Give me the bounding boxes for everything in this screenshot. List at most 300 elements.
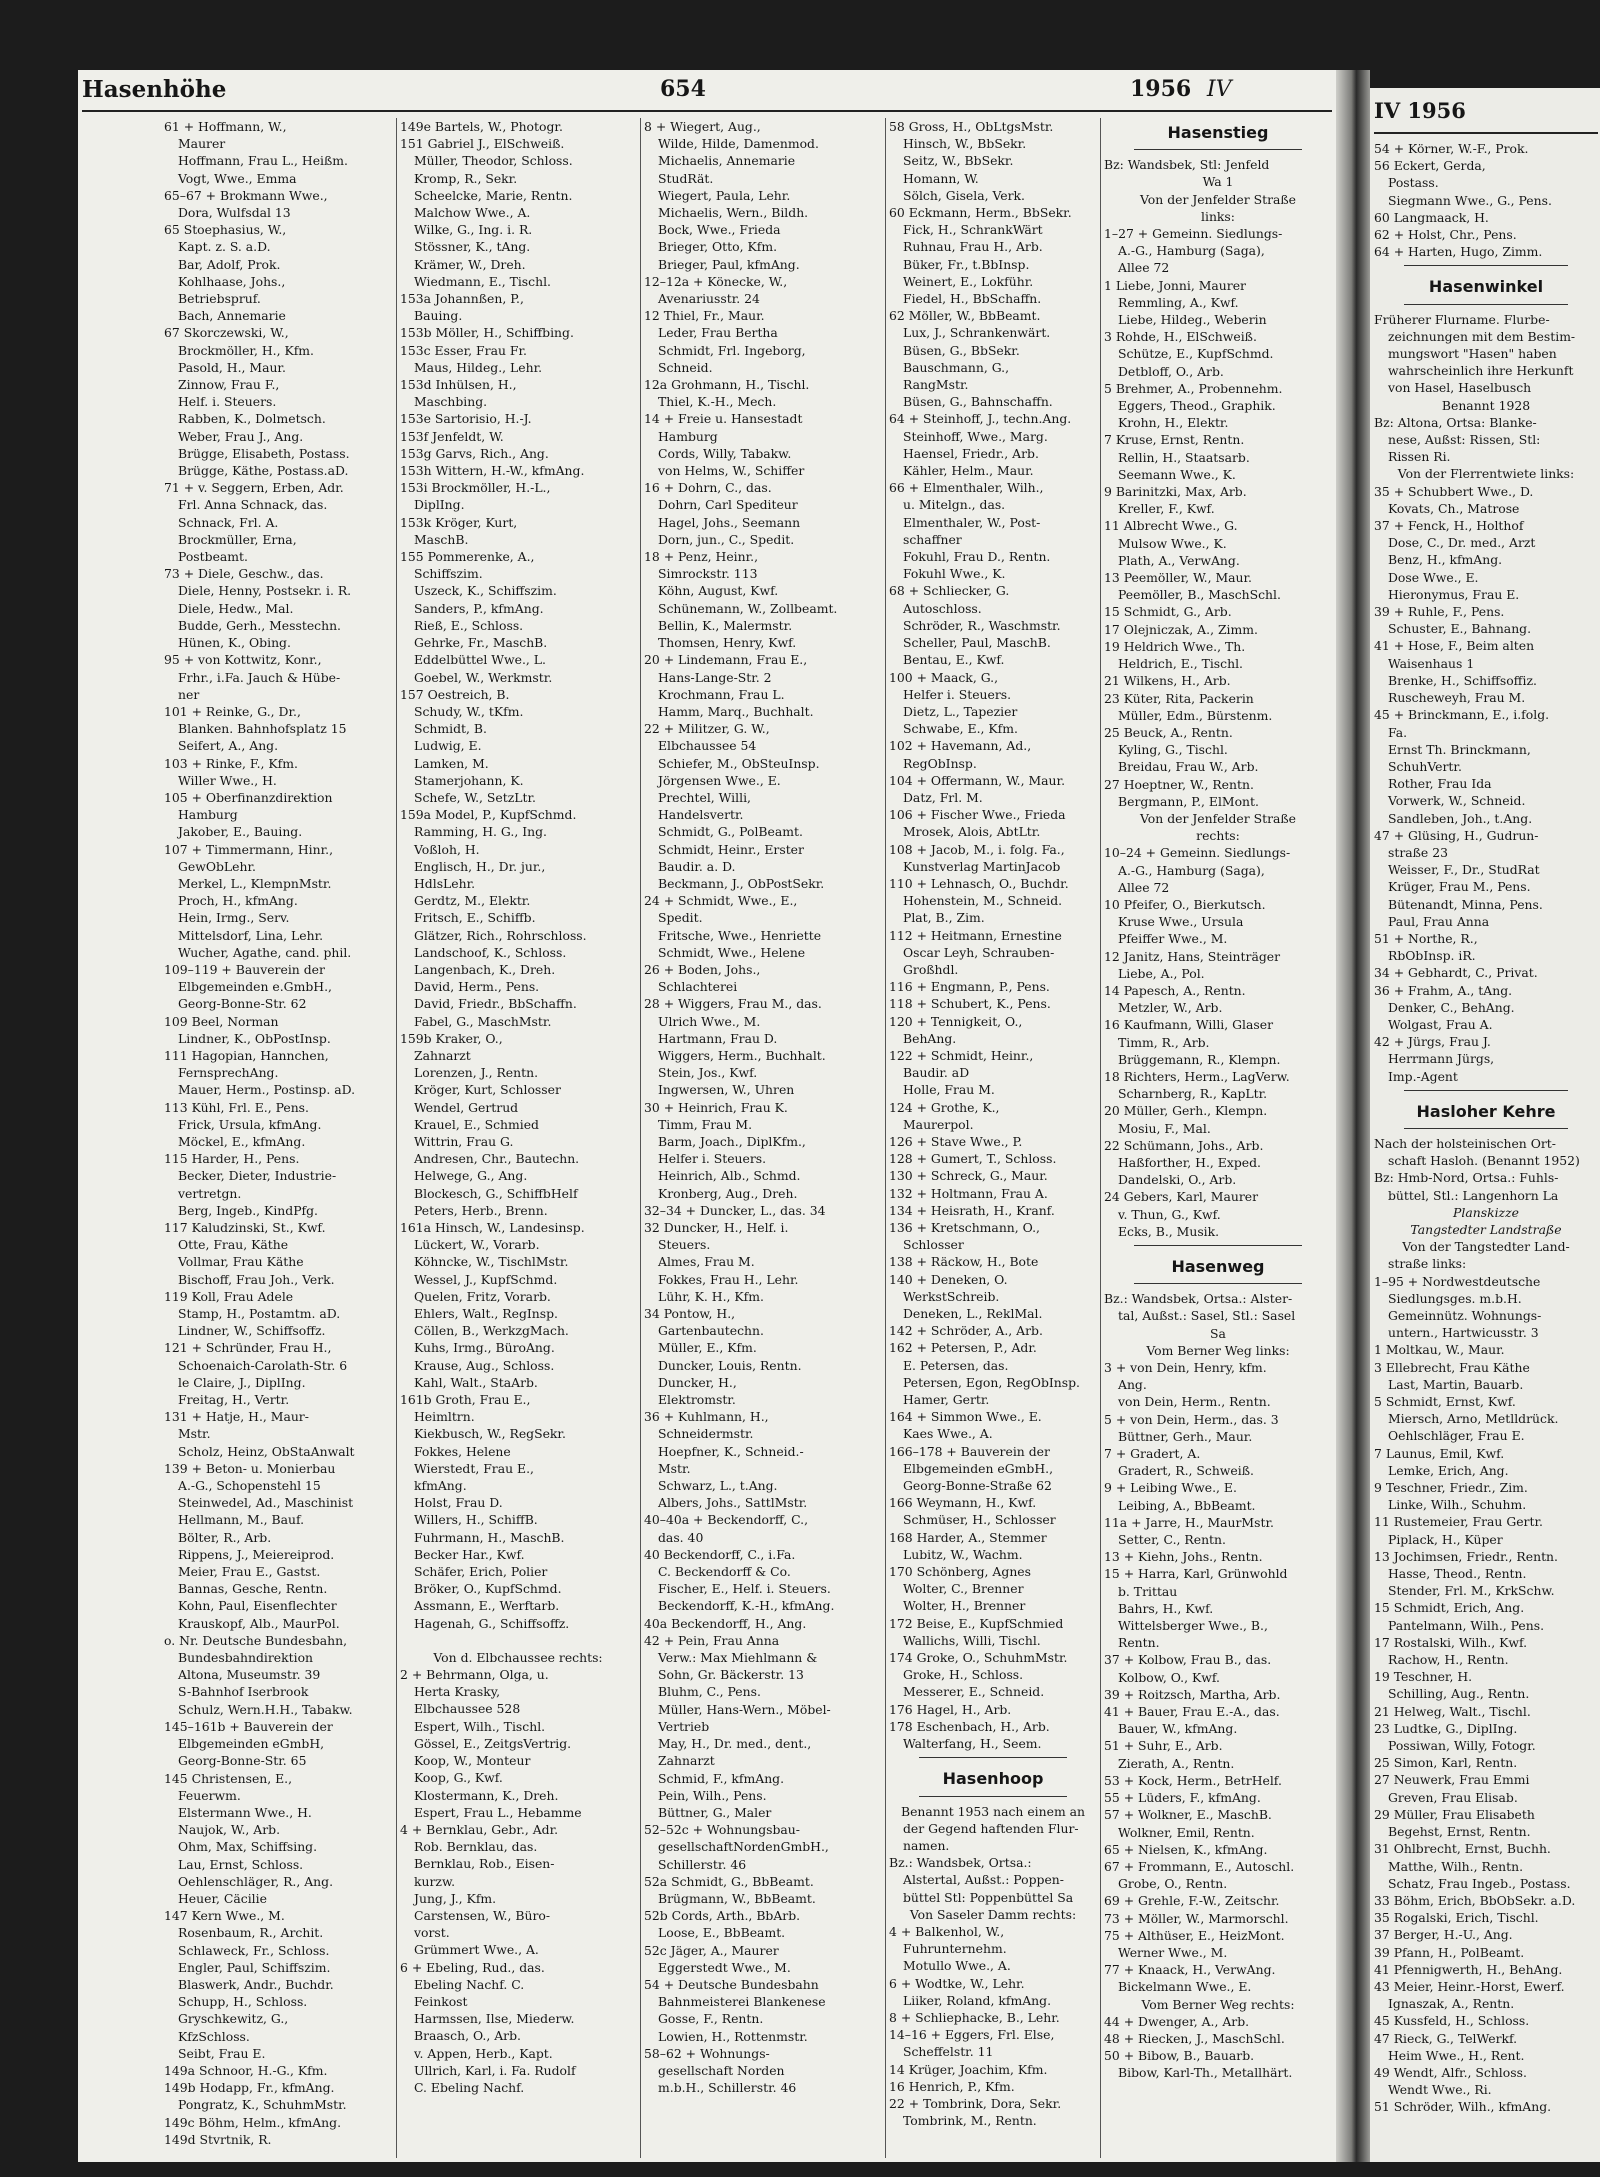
entry-line: 118 + Schubert, K., Pens. [889,996,1051,1012]
entry-line: 56 Eckert, Gerda, [1374,158,1486,174]
entry-line: Voßloh, H. [414,841,480,857]
entry-line: Liiker, Roland, kfmAng. [903,1992,1052,2008]
entry-line: Willer Wwe., H. [178,772,277,788]
entry-line: Helwege, G., Ang. [414,1168,528,1184]
entry-line: Brügge, Elisabeth, Postass. [178,445,350,461]
entry-line: 1 Liebe, Jonni, Maurer [1104,277,1246,293]
entry-line: 8 + Schliephacke, B., Lehr. [889,2009,1060,2025]
entry-line: 77 + Knaack, H., VerwAng. [1104,1962,1276,1978]
entry-line: Brüggemann, R., Klempn. [1118,1051,1281,1067]
entry-line: 162 + Petersen, P., Adr. [889,1340,1037,1356]
entry-line: 14 Papesch, A., Rentn. [1104,982,1246,998]
entry-line: 57 + Wolkner, E., MaschB. [1104,1807,1272,1823]
entry-line: Scheller, Paul, MaschB. [903,635,1051,651]
entry-line: Hünen, K., Obing. [178,635,291,651]
entry-line: 24 + Schmidt, Wwe., E., [644,893,798,909]
entry-line: Lückert, W., Vorarb. [414,1237,540,1253]
entry-line: Bröker, O., KupfSchmd. [414,1581,562,1597]
entry-line: Kreller, F., Kwf. [1118,501,1215,517]
entry-line: Ruscheweyh, Frau M. [1388,690,1526,706]
entry-line: Hagel, Johs., Seemann [658,514,801,530]
entry-line: A.-G., Hamburg (Saga), [1118,862,1265,878]
entry-line: Bz: Wandsbek, Stl: Jenfeld [1104,157,1270,173]
entry-line: 40–40a + Beckendorff, C., [644,1512,809,1528]
entry-line: Wolgast, Frau A. [1388,1016,1493,1032]
entry-line: Heldrich, E., Tischl. [1118,656,1243,672]
entry-line: 22 + Militzer, G. W., [644,721,770,737]
entry-line: Eddelbüttel Wwe., L. [414,652,546,668]
entry-line: Proch, H., kfmAng. [178,893,298,909]
column-3 [644,118,882,2096]
entry-line: Hamburg [658,428,718,444]
entry-line: Scheffelstr. 11 [903,2044,994,2060]
entry-line: Ulrich Wwe., M. [658,1013,761,1029]
entry-line: E. Petersen, das. [903,1357,1009,1373]
entry-line: 151 Gabriel J., ElSchweiß. [400,136,565,152]
entry-line: GewObLehr. [178,858,256,874]
entry-line: Sohn, Gr. Bäckerstr. 13 [658,1667,804,1683]
entry-line: gesellschaftNordenGmbH., [658,1839,829,1855]
entry-line: 145–161b + Bauverein der [164,1718,333,1734]
entry-line: Koop, G., Kwf. [414,1770,503,1786]
entry-line: 153c Esser, Frau Fr. [400,342,527,358]
column-5 [1104,118,1332,2082]
section-rule [1404,1090,1568,1091]
entry-line: Fritsch, E., Schiffb. [414,910,536,926]
entry-line: Ang. [1118,1377,1147,1393]
entry-line: 39 Pfann, H., PolBeamt. [1374,1944,1525,1960]
entry-line: 13 + Kiehn, Johs., Rentn. [1104,1549,1263,1565]
entry-line: 139 + Beton- u. Monierbau [164,1460,336,1476]
entry-line: Otte, Frau, Käthe [178,1237,289,1253]
entry-line: Fabel, G., MaschMstr. [414,1013,552,1029]
entry-line: 52b Cords, Arth., BbArb. [644,1908,801,1924]
entry-line: Eggerstedt Wwe., M. [658,1959,791,1975]
section-rule [1404,265,1568,266]
entry-line: 12–12a + Könecke, W., [644,273,788,289]
entry-line: Lamken, M. [414,755,489,771]
entry-line: Quelen, Fritz, Vorarb. [414,1288,551,1304]
entry-line: Bz: Hmb-Nord, Ortsa.: Fuhls- [1374,1170,1559,1186]
entry-line: Georg-Bonne-Str. 62 [178,996,307,1012]
entry-line: SchuhVertr. [1388,758,1462,774]
entry-line: David, Herm., Pens. [414,979,540,995]
entry-line: 153i Brockmöller, H.-L., [400,480,551,496]
entry-line: straße 23 [1388,844,1448,860]
entry-line: 117 Kaludzinski, St., Kwf. [164,1220,326,1235]
entry-line: 31 Ohlbrecht, Ernst, Buchh. [1374,1841,1551,1857]
entry-line: Liebe, A., Pol. [1118,965,1205,981]
entry-line: Schünemann, W., Zollbeamt. [658,600,838,616]
entry-line: Scholz, Heinz, ObStaAnwalt [178,1443,355,1459]
entry-line: Vom Berner Weg rechts: [1141,1996,1295,2012]
entry-line: Thiel, K.-H., Mech. [658,394,777,410]
entry-line: Zierath, A., Rentn. [1118,1755,1235,1771]
entry-line: 1–95 + Nordwestdeutsche [1374,1273,1541,1289]
entry-line: Krochmann, Frau L. [658,686,785,702]
entry-line: May, H., Dr. med., dent., [658,1736,812,1752]
entry-line: Sölch, Gisela, Verk. [903,187,1025,203]
entry-line: 58 Gross, H., ObLtgsMstr. [889,119,1054,134]
entry-line: 172 Beise, E., KupfSchmied [889,1615,1064,1631]
entry-line: 166 Weymann, H., Kwf. [889,1495,1037,1511]
entry-line: Bellin, K., Malermstr. [658,617,793,633]
entry-line: Verw.: Max Miehlmann & [658,1650,818,1666]
entry-line: Postbeamt. [178,549,248,565]
entry-line: Breidau, Frau W., Arb. [1118,759,1259,775]
entry-line: Setter, C., Rentn. [1118,1532,1226,1548]
entry-line: 52a Schmidt, G., BbBeamt. [644,1873,814,1889]
entry-line: Piplack, H., Küper [1388,1531,1503,1547]
entry-line: Freitag, H., Vertr. [178,1392,290,1408]
entry-line: WerkstSchreib. [903,1288,1000,1304]
entry-line: Krämer, W., Dreh. [414,256,526,272]
entry-line: Krause, Aug., Schloss. [414,1357,555,1373]
entry-line: Seitz, W., BbSekr. [903,153,1014,169]
entry-line: Wittelsberger Wwe., B., [1118,1618,1268,1634]
entry-line: Bergmann, P., ElMont. [1118,793,1259,809]
entry-line: 149d Stvrtnik, R. [164,2131,272,2147]
entry-line: 23 Ludtke, G., DiplIng. [1374,1720,1518,1736]
entry-line: 43 Meier, Heinr.-Horst, Ewerf. [1374,1978,1565,1994]
entry-line: 12 Thiel, Fr., Maur. [644,308,765,324]
entry-line: 23 Küter, Rita, Packerin [1104,690,1254,706]
entry-line: 16 Henrich, P., Kfm. [889,2078,1015,2094]
entry-line: Kolbow, O., Kwf. [1118,1669,1220,1685]
entry-line: 14 + Freie u. Hansestadt [644,411,803,427]
entry-line: Elbgemeinden eGmbH, [178,1736,325,1752]
entry-line: Schäfer, Erich, Polier [414,1564,548,1580]
entry-line: Ullrich, Karl, i. Fa. Rudolf [414,2062,576,2078]
entry-line: Diele, Hedw., Mal. [178,600,294,616]
entry-line: 75 + Althüser, E., HeizMont. [1104,1927,1285,1943]
entry-line: 110 + Lehnasch, O., Buchdr. [889,875,1069,891]
entry-line: Hieronymus, Frau E. [1388,586,1520,602]
entry-line: Wolkner, Emil, Rentn. [1118,1824,1255,1840]
entry-line: Pein, Wilh., Pens. [658,1787,767,1803]
entry-line: Frhr., i.Fa. Jauch & Hübe- [178,669,341,685]
entry-line: Michaelis, Annemarie [658,153,796,169]
entry-line: 36 + Frahm, A., tAng. [1374,982,1513,998]
section-rule [1134,1283,1302,1284]
entry-line: 126 + Stave Wwe., P. [889,1133,1023,1149]
entry-line: Schneid. [658,359,713,375]
entry-line: Frl. Anna Schnack, das. [178,497,328,513]
entry-line: 52c Jäger, A., Maurer [644,1942,779,1958]
entry-line: Schmidt, Frl. Ingeborg, [658,342,806,358]
entry-line: 17 Rostalski, Wilh., Kwf. [1374,1634,1528,1650]
entry-line: 112 + Heitmann, Ernestine [889,927,1062,943]
entry-line: Rother, Frau Ida [1388,776,1492,792]
entry-line: ner [178,686,200,702]
entry-line: Avenariusstr. 24 [658,291,760,307]
entry-line: Schiefer, M., ObSteuInsp. [658,755,820,771]
entry-line: Steinhoff, Wwe., Marg. [903,428,1048,444]
entry-line: Schupp, H., Schloss. [178,1994,308,2010]
entry-line: Dose, C., Dr. med., Arzt [1388,535,1536,551]
entry-line: Vogt, Wwe., Emma [178,170,297,186]
entry-line: 7 Launus, Emil, Kwf. [1374,1445,1505,1461]
entry-line: Wessel, J., KupfSchmd. [414,1271,558,1287]
entry-line: Meier, Frau E., Gastst. [178,1564,321,1580]
entry-line: kurzw. [414,1873,456,1889]
entry-line: 13 Jochimsen, Friedr., Rentn. [1374,1548,1558,1564]
entry-line: 3 Rohde, H., ElSchweiß. [1104,329,1257,345]
entry-line: Fokuhl, Frau D., Rentn. [903,549,1051,565]
entry-line: 54 + Deutsche Bundesbahn [644,1976,819,1992]
entry-line: 109–119 + Bauverein der [164,961,325,977]
entry-line: Lemke, Erich, Ang. [1388,1462,1509,1478]
entry-line: 6 + Ebeling, Rud., das. [400,1959,545,1975]
entry-line: b. Trittau [1118,1583,1178,1599]
entry-line: Pongratz, K., SchuhmMstr. [178,2097,347,2113]
entry-line: o. Nr. Deutsche Bundesbahn, [164,1632,348,1648]
entry-line: Hellmann, M., Bauf. [178,1512,305,1528]
entry-line: Mstr. [658,1460,691,1476]
entry-line: Büsen, G., BbSekr. [903,342,1020,358]
entry-line: Goebel, W., Werkmstr. [414,669,553,685]
entry-line: Homann, W. [903,170,979,186]
entry-line: Groke, H., Schloss. [903,1667,1024,1683]
entry-line: Schlachterei [658,979,738,995]
entry-line: 122 + Schmidt, Heinr., [889,1047,1034,1063]
entry-line: 53 + Kock, Herm., BetrHelf. [1104,1772,1282,1788]
entry-line: Albers, Johs., SattlMstr. [658,1495,808,1511]
entry-line: Georg-Bonne-Straße 62 [903,1478,1052,1494]
entry-line: 54 + Körner, W.-F., Prok. [1374,141,1529,156]
entry-line: Von der Tangstedter Land- [1402,1239,1570,1255]
entry-line: Kronberg, Aug., Dreh. [658,1185,798,1201]
entry-line: 14 Krüger, Joachim, Kfm. [889,2061,1048,2077]
entry-line: v. Appen, Herb., Kapt. [414,2045,553,2061]
entry-line: 113 Kühl, Frl. E., Pens. [164,1099,309,1115]
entry-line: 128 + Gumert, T., Schloss. [889,1151,1057,1167]
entry-line: Krüger, Frau M., Pens. [1388,879,1531,895]
entry-line: 42 + Pein, Frau Anna [644,1632,780,1648]
entry-line: Vorwerk, W., Schneid. [1388,793,1526,809]
column-2 [400,118,636,2096]
entry-line: das. 40 [658,1529,704,1545]
entry-line: Langenbach, K., Dreh. [414,961,556,977]
entry-line: Müller, E., Kfm. [658,1340,757,1356]
entry-line: Rellin, H., Staatsarb. [1118,449,1250,465]
entry-line: Fokkes, Frau H., Lehr. [658,1271,799,1287]
entry-line: 149b Hodapp, Fr., kfmAng. [164,2080,335,2096]
entry-line: Benannt 1928 [1441,397,1531,413]
entry-line: Autoschloss. [903,600,982,616]
entry-line: 69 + Grehle, F.-W., Zeitschr. [1104,1893,1280,1909]
entry-line: Hartmann, Frau D. [658,1030,778,1046]
entry-line: 124 + Grothe, K., [889,1099,1000,1115]
entry-line: Bahrs, H., Kwf. [1118,1600,1214,1616]
entry-line: Siedlungsges. m.b.H. [1388,1290,1522,1306]
entry-line: S-Bahnhof Iserbrook [178,1684,309,1700]
entry-line: 50 + Bibow, B., Bauarb. [1104,2048,1255,2064]
entry-line: le Claire, J., DiplIng. [178,1374,306,1390]
entry-line: Fritsche, Wwe., Henriette [658,927,822,943]
entry-line: Gartenbautechn. [658,1323,764,1339]
entry-line: Wa 1 [1202,174,1234,190]
entry-line: 7 Kruse, Ernst, Rentn. [1104,432,1245,448]
entry-line: 61 + Hoffmann, W., [164,119,287,134]
entry-line: 19 Heldrich Wwe., Th. [1104,638,1246,654]
entry-line: Bölter, R., Arb. [178,1529,272,1545]
entry-line: Ebeling Nachf. C. [414,1976,525,1992]
entry-line: 9 + Leibing Wwe., E. [1104,1480,1237,1496]
entry-line: 51 + Northe, R., [1374,930,1478,946]
entry-line: Müller, Theodor, Schloss. [414,153,573,169]
entry-line: Ludwig, E. [414,738,482,754]
entry-line: Kaes Wwe., A. [903,1426,993,1442]
entry-line: vertretgn. [178,1185,242,1201]
entry-line: Von der Flerrentwiete links: [1397,466,1575,482]
entry-line: 153b Möller, H., Schiffbing. [400,325,574,341]
entry-line: Schmidt, Heinr., Erster [658,841,804,857]
entry-line: Elmenthaler, W., Post- [903,514,1041,530]
entry-line: 6 + Wodtke, W., Lehr. [889,1975,1025,1991]
entry-line: Brockmöller, H., Kfm. [178,342,314,358]
entry-line: Altona, Museumstr. 39 [178,1667,321,1683]
entry-line: Kähler, Helm., Maur. [903,463,1034,479]
entry-line: Bz.: Wandsbek, Ortsa.: Alster- [1104,1291,1293,1307]
entry-line: Hagenah, G., Schiffsoffz. [414,1615,570,1631]
entry-line: Schütze, E., KupfSchmd. [1118,346,1274,362]
entry-line: 29 Müller, Frau Elisabeth [1374,1806,1535,1822]
entry-line: Elbchaussee 54 [658,738,757,754]
entry-line: StudRät. [658,170,714,186]
entry-line: 12a Grohmann, H., Tischl. [644,377,810,393]
entry-line: Thomsen, Henry, Kwf. [658,635,797,651]
entry-line: Herrmann Jürgs, [1388,1051,1495,1067]
entry-line: 19 Teschner, H. [1374,1669,1473,1685]
entry-line: wahrscheinlich ihre Herkunft [1388,363,1574,379]
entry-line: 65 Stoephasius, W., [164,222,287,238]
entry-line: Zinnow, Frau F., [178,377,280,393]
entry-line: u. Mitelgn., das. [903,497,1006,513]
column-divider [885,118,886,2158]
entry-line: gesellschaft Norden [658,2062,785,2078]
entry-line: Ingwersen, W., Uhren [658,1082,795,1098]
entry-line: 40 Beckendorff, C., i.Fa. [644,1546,796,1562]
entry-line: Loose, E., BbBeamt. [658,1925,786,1941]
entry-line: 105 + Oberfinanzdirektion [164,789,333,805]
entry-line: Heuer, Cäcilie [178,1890,267,1906]
entry-line: Jung, J., Kfm. [414,1890,497,1906]
entry-line: 5 Schmidt, Ernst, Kwf. [1374,1394,1516,1410]
entry-line: 62 Möller, W., BbBeamt. [889,308,1041,324]
entry-line: Schudy, W., tKfm. [414,703,524,719]
entry-line: 34 Pontow, H., [644,1306,736,1322]
entry-line: 153f Jenfeldt, W. [400,428,504,444]
entry-line: Planskizze [1453,1204,1519,1220]
entry-line: Duncker, Louis, Rentn. [658,1357,802,1373]
entry-line: Rob. Bernklau, das. [414,1839,538,1855]
entry-line: Lindner, K., ObPostInsp. [178,1030,331,1046]
entry-line: 58–62 + Wohnungs- [644,2045,770,2061]
entry-line: Holle, Frau M. [903,1082,995,1098]
entry-line: Bar, Adolf, Prok. [178,256,281,272]
entry-line: 11a + Jarre, H., MaurMstr. [1104,1514,1274,1530]
entry-line: 168 Harder, A., Stemmer [889,1529,1047,1545]
entry-line: Früherer Flurname. Flurbe- [1374,311,1550,327]
entry-line: 3 + von Dein, Henry, kfm. [1104,1360,1267,1376]
entry-line: Hamer, Gertr. [903,1392,990,1408]
column-divider [1100,118,1101,2158]
entry-line: Köhncke, W., TischlMstr. [414,1254,569,1270]
entry-line: Bickelmann Wwe., E. [1118,1979,1252,1995]
entry-line: 35 Rogalski, Erich, Tischl. [1374,1910,1539,1926]
entry-line: Wittrin, Frau G. [414,1133,514,1149]
entry-line: Wilke, G., Ing. i. R. [414,222,533,238]
entry-line: 138 + Räckow, H., Bote [889,1254,1039,1270]
entry-line: Büttner, Gerh., Maur. [1118,1428,1253,1444]
entry-line: Schulz, Wern.H.H., Tabakw. [178,1701,353,1717]
entry-line: 22 + Tombrink, Dora, Sekr. [889,2095,1062,2111]
page-year-header [1130,76,1231,106]
entry-line: Paul, Frau Anna [1388,913,1490,929]
entry-line: 32–34 + Duncker, L., das. 34 [644,1202,826,1218]
entry-line: Benannt 1953 nach einem an [900,1803,1086,1819]
entry-line: Elstermann Wwe., H. [178,1804,312,1820]
entry-line: Carstensen, W., Büro- [414,1907,551,1923]
entry-line: Ignaszak, A., Rentn. [1388,1996,1515,2012]
entry-line: Bundesbahndirektion [178,1650,314,1666]
entry-line: Walterfang, H., Seem. [903,1736,1042,1752]
entry-line: Benz, H., kfmAng. [1388,552,1503,568]
entry-line: 166–178 + Bauverein der [889,1443,1050,1459]
entry-line: Baudir. a. D. [658,858,736,874]
entry-line: 13 Peemöller, W., Maur. [1104,570,1252,586]
entry-line: 52–52c + Wohnungsbau- [644,1822,800,1838]
entry-line: RegObInsp. [903,755,977,771]
entry-line: 41 Pfennigwerth, H., BehAng. [1374,1961,1563,1977]
entry-line: 120 + Tennigkeit, O., [889,1013,1023,1029]
entry-line: v. Thun, G., Kwf. [1118,1206,1221,1222]
entry-line: Motullo Wwe., A. [903,1958,1011,1974]
entry-line: Dietz, L., Tapezier [903,703,1018,719]
next-page-column [1374,140,1598,2116]
entry-line: DiplIng. [414,497,465,513]
entry-line: Rissen Ri. [1388,449,1451,465]
entry-line: Schmidt, G., PolBeamt. [658,824,803,840]
entry-line: Brenke, H., Schiffsoffiz. [1388,672,1537,688]
entry-line: Begehst, Ernst, Rentn. [1388,1824,1531,1840]
entry-line: 159a Model, P., KupfSchmd. [400,807,577,823]
entry-line: rechts: [1196,828,1240,844]
entry-line: Brügmann, W., BbBeamt. [658,1890,816,1906]
entry-line: 39 + Ruhle, F., Pens. [1374,604,1505,620]
entry-line: 174 Groke, O., SchuhmMstr. [889,1650,1068,1666]
street-section-title: Hasenweg [1171,1257,1265,1276]
entry-line: Großhdl. [903,961,959,977]
entry-line: von Helms, W., Schiffer [658,463,805,479]
entry-line: Stamerjohann, K. [414,772,524,788]
entry-line: 130 + Schreck, G., Maur. [889,1168,1048,1184]
entry-line: Von Saseler Damm rechts: [909,1906,1077,1922]
entry-line: Schefe, W., SetzLtr. [414,789,536,805]
entry-line: Budde, Gerh., Messtechn. [178,617,341,633]
entry-line: Kyling, G., Tischl. [1118,742,1228,758]
entry-line: 18 + Penz, Heinr., [644,549,759,565]
entry-line: 153e Sartorisio, H.-J. [400,411,532,427]
entry-line: 16 Kaufmann, Willi, Glaser [1104,1017,1273,1033]
entry-line: Mstr. [178,1426,211,1442]
entry-line: Lowien, H., Rottenmstr. [658,2028,808,2044]
entry-line: Plath, A., VerwAng. [1118,552,1240,568]
entry-line: Zahnarzt [414,1047,471,1063]
entry-line: 39 + Roitzsch, Martha, Arb. [1104,1686,1281,1702]
entry-line: Bz: Altona, Ortsa: Blanke- [1374,414,1537,430]
